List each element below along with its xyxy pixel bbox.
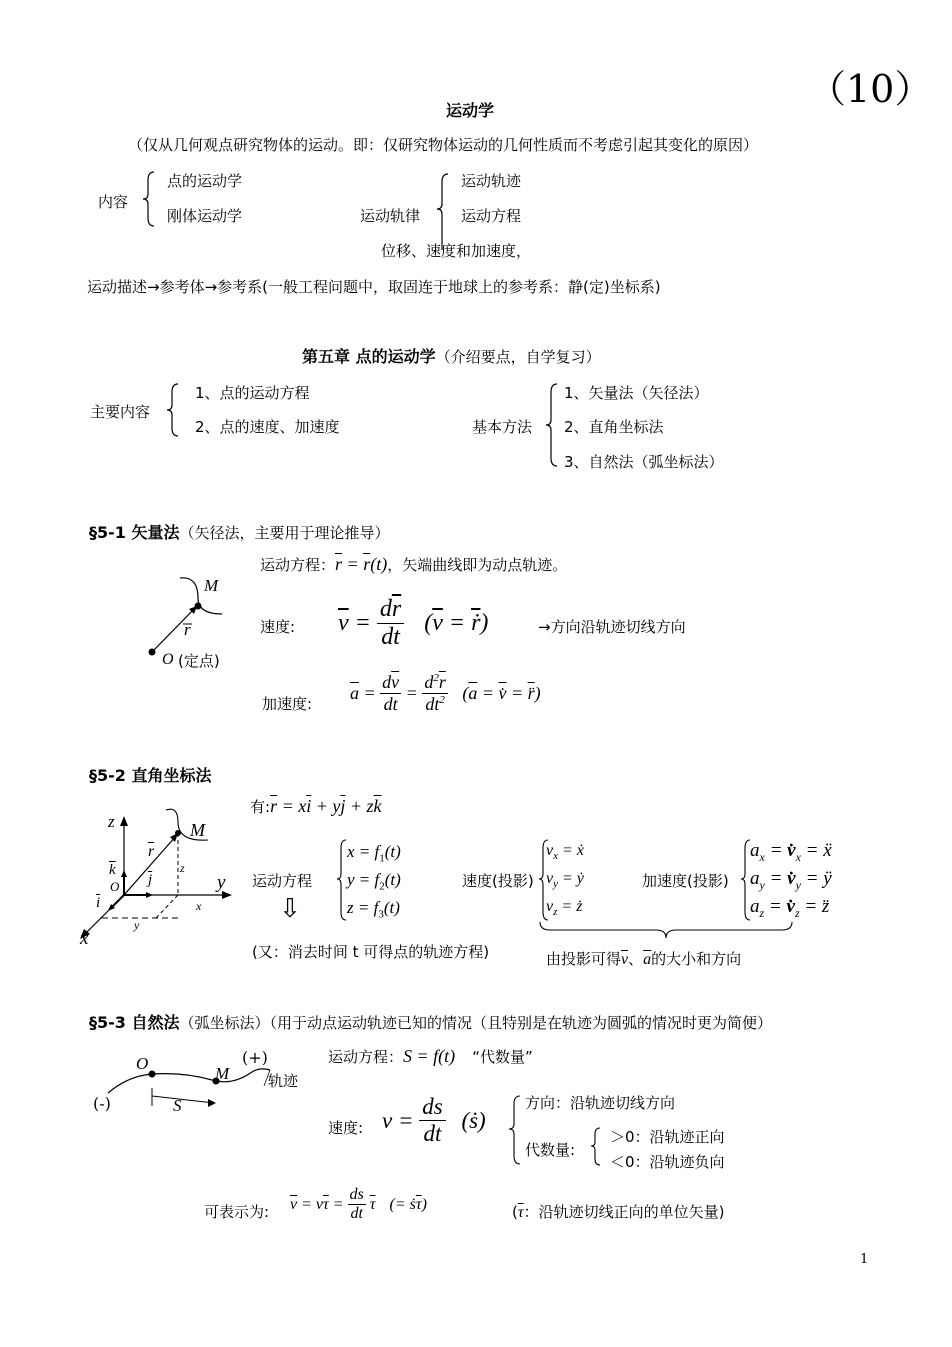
eq-y: $y = f_2(t)$ [347,870,401,893]
law-extra: 位移、速度和加速度， [381,242,532,260]
velocity-label: 速度: [260,618,296,636]
cartesian-eq-label: 运动方程 [252,872,313,890]
acceleration-projection-label: 加速度(投影) [642,872,729,890]
motion-equation-row [260,554,567,575]
vector-eq: $\overline{r} = \overline{r}(t)$ [335,554,388,574]
section-note: （矢径法，主要用于理论推导） [179,524,390,542]
fig-label-x-projection: x [196,899,202,913]
fig-label-S: S [173,1096,182,1115]
underbrace [538,920,794,942]
section-5-3-heading [89,1010,772,1033]
section-5-2-heading: §5-2 直角坐标法 [89,766,212,785]
law-item: 运动轨迹 [461,172,522,190]
chapter-title: 第五章 点的运动学 [302,347,436,366]
eq-note: “代数量” [472,1048,533,1066]
tau-note [512,1201,724,1222]
fig-label-y-projection: y [134,918,140,932]
fig-label-minus: (-) [93,1094,111,1113]
fig-label-plus: (+) [242,1048,268,1067]
acceleration-label: 加速度: [262,695,313,713]
main-item: 1、点的运动方程 [195,384,310,402]
eq-z: $z = f_3(t)$ [347,898,400,921]
axis-label-z: z [108,812,115,831]
fig-label-trajectory: 轨迹 [268,1072,299,1090]
direction-label: 方向：沿轨迹切线方向 [525,1094,676,1112]
content-brace [142,170,156,228]
eq-label: 运动方程： [328,1048,404,1066]
fig-label-z-projection: z [180,861,185,875]
section-note: （弧坐标法）（用于动点运动轨迹已知的情况（且特别是在轨迹为圆弧的情况时更为简便） [179,1014,772,1032]
section-5-1-heading [89,520,390,543]
section-title: §5-1 矢量法 [89,523,180,542]
fig-label-O: O [162,651,174,668]
content-label: 内容 [98,193,129,211]
law-item: 运动方程 [461,207,522,225]
acceleration-x: $a_x$ = $v̇_x$ = ẍ [750,840,832,864]
section-title: §5-3 自然法 [89,1013,180,1032]
fig-label-M: M [190,820,205,840]
fig-label-O: O [110,879,120,894]
projection-note-tail: 的大小和方向 [651,950,742,968]
eq-x: $x = f_1(t)$ [347,842,401,865]
main-content-label: 主要内容 [90,403,151,421]
page-label: （10） [808,67,933,111]
arc-eq: S = f(t) [403,1046,456,1066]
intro-text: （仅从几何观点研究物体的运动。即：仅研究物体运动的几何性质而不考虑引起其变化的原因） [128,136,759,154]
velocity-y: $v_y$ = ẏ [546,870,584,891]
has-label: 有: [250,798,271,816]
express-label: 可表示为: [204,1203,270,1221]
eq-note: ，矢端曲线即为动点轨迹。 [387,556,568,574]
fig-label-k: $\overline{k}$ [109,862,116,878]
page-title: 运动学 [446,101,495,120]
fig-label-M: M [215,1064,230,1083]
velocity-direction: →方向沿轨迹切线方向 [538,618,686,636]
algebraic-brace [590,1126,602,1168]
fig-label-fixed-point: (定点) [178,652,220,670]
content-item: 点的运动学 [167,172,243,190]
natural-velocity-formula: v = $\frac{ds}{dt}$ (ṡ) [382,1094,486,1146]
method-item: 2、直角坐标法 [564,418,664,436]
projection-note-text: 由投影可得 [546,950,622,968]
chapter-heading [302,344,601,367]
projection-note [546,948,741,969]
main-item: 2、点的速度、加速度 [195,418,340,436]
acceleration-y: $a_y$ = $v̇_y$ = ÿ [750,868,832,892]
natural-coord-diagram [100,1058,290,1118]
down-arrow-icon: ⇩ [279,894,301,924]
express-formula: $\overline{v} = v\overline{\tau}$ = $\frac{ds}{dt}$ $\overline{\tau}$ (= $ṡ\overline{\tau}$) [290,1186,427,1222]
tau-note-text: ：沿轨迹切线正向的单位矢量) [523,1203,725,1221]
fig-label-r: r [184,620,191,639]
trajectory-note: (又：消去时间 t 可得点的轨迹方程) [252,943,490,961]
page-number: 1 [860,1252,869,1267]
fig-label-r: $\overline{r}$ [148,843,155,860]
natural-velocity-label: 速度: [328,1119,364,1137]
content-item: 刚体运动学 [167,207,243,225]
acceleration-formula: $\overline{a}$ = $\frac{d\overline{v}}{dt}$ = $\frac{d^2\overline{r}}{dt^2}$ ($\overline{a}$ = v̇ = r̈) [350,672,541,714]
method-item: 3、自然法（弧坐标法） [564,453,724,471]
fig-label-j: $\overline{j}$ [148,872,153,888]
tau-symbol: $\overline{\tau}$ [517,1204,524,1221]
velocity-projection-label: 速度(投影) [462,872,534,890]
velocity-z: $v_z$ = ż [546,898,583,919]
velocity-formula: $\overline{v}$ = $\frac{d\overline{r}}{dt}$ ($\overline{v}$ = ṙ) [338,596,489,650]
axis-label-y: y [217,872,226,893]
algebraic-label: 代数量: [525,1141,576,1159]
method-brace [545,382,559,470]
projection-note-vectors: $\overline{v}$、$\overline{a}$ [621,950,652,968]
description-line: 运动描述→参考体→参考系(一般工程问题中，取固连于地球上的参考系：静(定)坐标系) [87,278,661,296]
natural-motion-eq [328,1046,533,1067]
axis-label-x: x [80,928,89,949]
eq-label: 运动方程： [260,556,336,574]
method-label: 基本方法 [472,418,533,436]
cartesian-diagram [78,800,238,950]
positive-direction: ＞0：沿轨迹正向 [610,1128,725,1146]
law-label: 运动轨律 [360,207,421,225]
chapter-note: （介绍要点，自学复习） [435,348,601,366]
position-vector-formula: $\overline{r} = x\overline{i} + y\overline{j} + z\overline{k}$ [270,796,382,816]
method-item: 1、矢量法（矢径法） [564,384,709,402]
velocity-x: $v_x$ = ẋ [546,842,584,863]
fig-label-M: M [204,576,219,595]
acceleration-z: $a_z$ = $v̇_z$ = z̈ [750,896,830,920]
position-vector-row [250,796,382,817]
main-brace [166,382,180,438]
tau-open: ( [512,1203,518,1221]
natural-brace [508,1094,522,1166]
fig-label-O: O [136,1054,149,1073]
fig-label-i: $\overline{i}$ [96,895,101,911]
negative-direction: ＜0：沿轨迹负向 [610,1153,725,1171]
